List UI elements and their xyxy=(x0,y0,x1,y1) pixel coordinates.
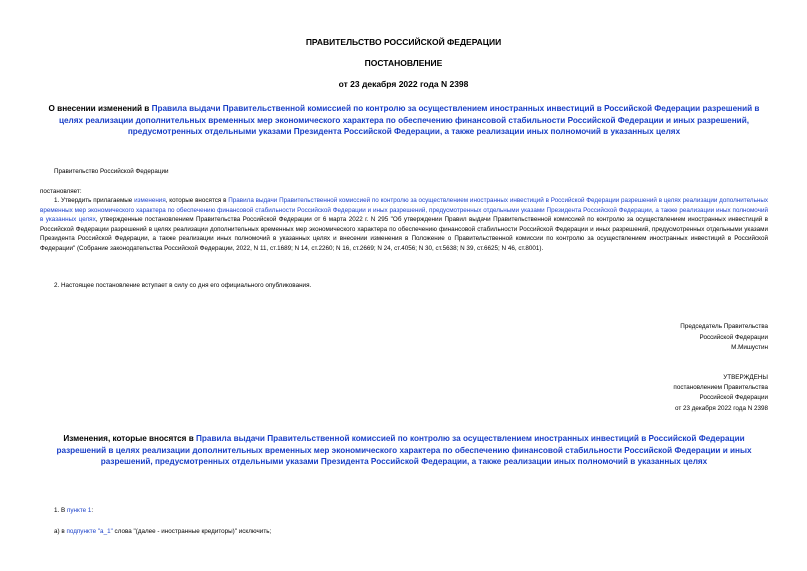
item-a-prefix: а) в xyxy=(54,528,67,535)
item-a-subpoint-link[interactable]: подпункте "а_1" xyxy=(66,528,113,535)
p1-text-1: 1. Утвердить прилагаемые xyxy=(54,197,135,204)
doc-type-heading: ПОСТАНОВЛЕНИЕ xyxy=(364,58,443,68)
rules-link[interactable]: Правила выдачи Правительственной комиссией по контролю за осуществлением иностранных инвестиций в Российской Федерации разрешений в целях реализации дополнительных временных мер экономического характера по обеспечению финансовой стабильности Российской Федерации и иных разрешений, предусмотренных отдельными указами Президента Российской Федерации, а также реализации иных полномочий в указанных целях xyxy=(40,197,769,224)
approved-heading: УТВЕРЖДЕНЫ xyxy=(723,374,768,381)
changes-title-prefix: Изменения, которые вносятся в xyxy=(63,434,197,443)
signature-name: М.Мишустин xyxy=(731,344,768,351)
item-a xyxy=(54,527,271,537)
item-1-prefix: 1. В xyxy=(54,507,67,514)
paragraph-1 xyxy=(40,196,768,254)
p1-text-3: , утвержденные постановлением Правительства Российской Федерации от 6 марта 2022 г. N 295 "Об утверждении Правил выдачи Правительственной комиссией по контролю за осуществлением иностранных инвестиций в Российской Федерации разрешений в целях реализации дополнительных временных мер экономического характера по обеспечению финансовой стабильности Российской Федерации и иных разрешений, предусмотренных отдельными указами Президента Российской Федерации, а также реализации иных полномочий в указанных целях и внесении изменения в Положение о Правительственной комиссии по контролю за осуществлением иностранных инвестиций в Российской Федерации" (Собрание законодательства Российской Федерации, 2022, N 11, ст.1689; N 14, ст.2260; N 16, ст.2669; N 24, ст.4056; N 30, ст.5638; N 39, ст.6625; N 46, ст.8001). xyxy=(40,216,768,252)
item-1-suffix: : xyxy=(91,507,94,514)
approved-line-2: постановлением Правительства xyxy=(673,384,768,391)
item-1-point-link[interactable]: пункте 1 xyxy=(66,507,92,514)
resolves-text: постановляет: xyxy=(40,188,82,195)
item-1 xyxy=(54,506,93,516)
government-heading: ПРАВИТЕЛЬСТВО РОССИЙСКОЙ ФЕДЕРАЦИИ xyxy=(305,37,502,47)
title-prefix: О внесении изменений в xyxy=(48,104,152,113)
document-title xyxy=(40,103,768,138)
issuer-text: Правительство Российской Федерации xyxy=(54,168,169,175)
changes-title-rules-link[interactable]: Правила выдачи Правительственной комиссией по контролю за осуществлением иностранных инвестиций в Российской Федерации разрешений в целях реализации дополнительных временных мер экономического характера по обеспечению финансовой стабильности Российской Федерации и иных разрешений, предусмотренных отдельными указами Президента Российской Федерации, а также реализации иных полномочий в указанных целях xyxy=(56,434,752,467)
p1-text-2: , которые вносятся в xyxy=(165,197,229,204)
changes-link[interactable]: изменения xyxy=(134,197,166,204)
item-a-suffix: слова "(далее - иностранные кредиторы)" исключить; xyxy=(112,528,272,535)
approved-line-3: Российской Федерации xyxy=(699,394,768,401)
paragraph-2: 2. Настоящее постановление вступает в силу со дня его официального опубликования. xyxy=(54,282,312,289)
date-number-heading: от 23 декабря 2022 года N 2398 xyxy=(338,79,469,89)
title-rules-link[interactable]: Правила выдачи Правительственной комиссией по контролю за осуществлением иностранных инвестиций в Российской Федерации разрешений в целях реализации дополнительных временных мер экономического характера по обеспечению финансовой стабильности Российской Федерации и иных разрешений, предусмотренных отдельными указами Президента Российской Федерации, а также реализации иных полномочий в указанных целях xyxy=(58,104,760,137)
signature-country: Российской Федерации xyxy=(699,334,768,341)
approved-date-number: от 23 декабря 2022 года N 2398 xyxy=(674,405,768,412)
changes-title xyxy=(40,433,768,468)
signature-position: Председатель Правительства xyxy=(680,323,768,330)
